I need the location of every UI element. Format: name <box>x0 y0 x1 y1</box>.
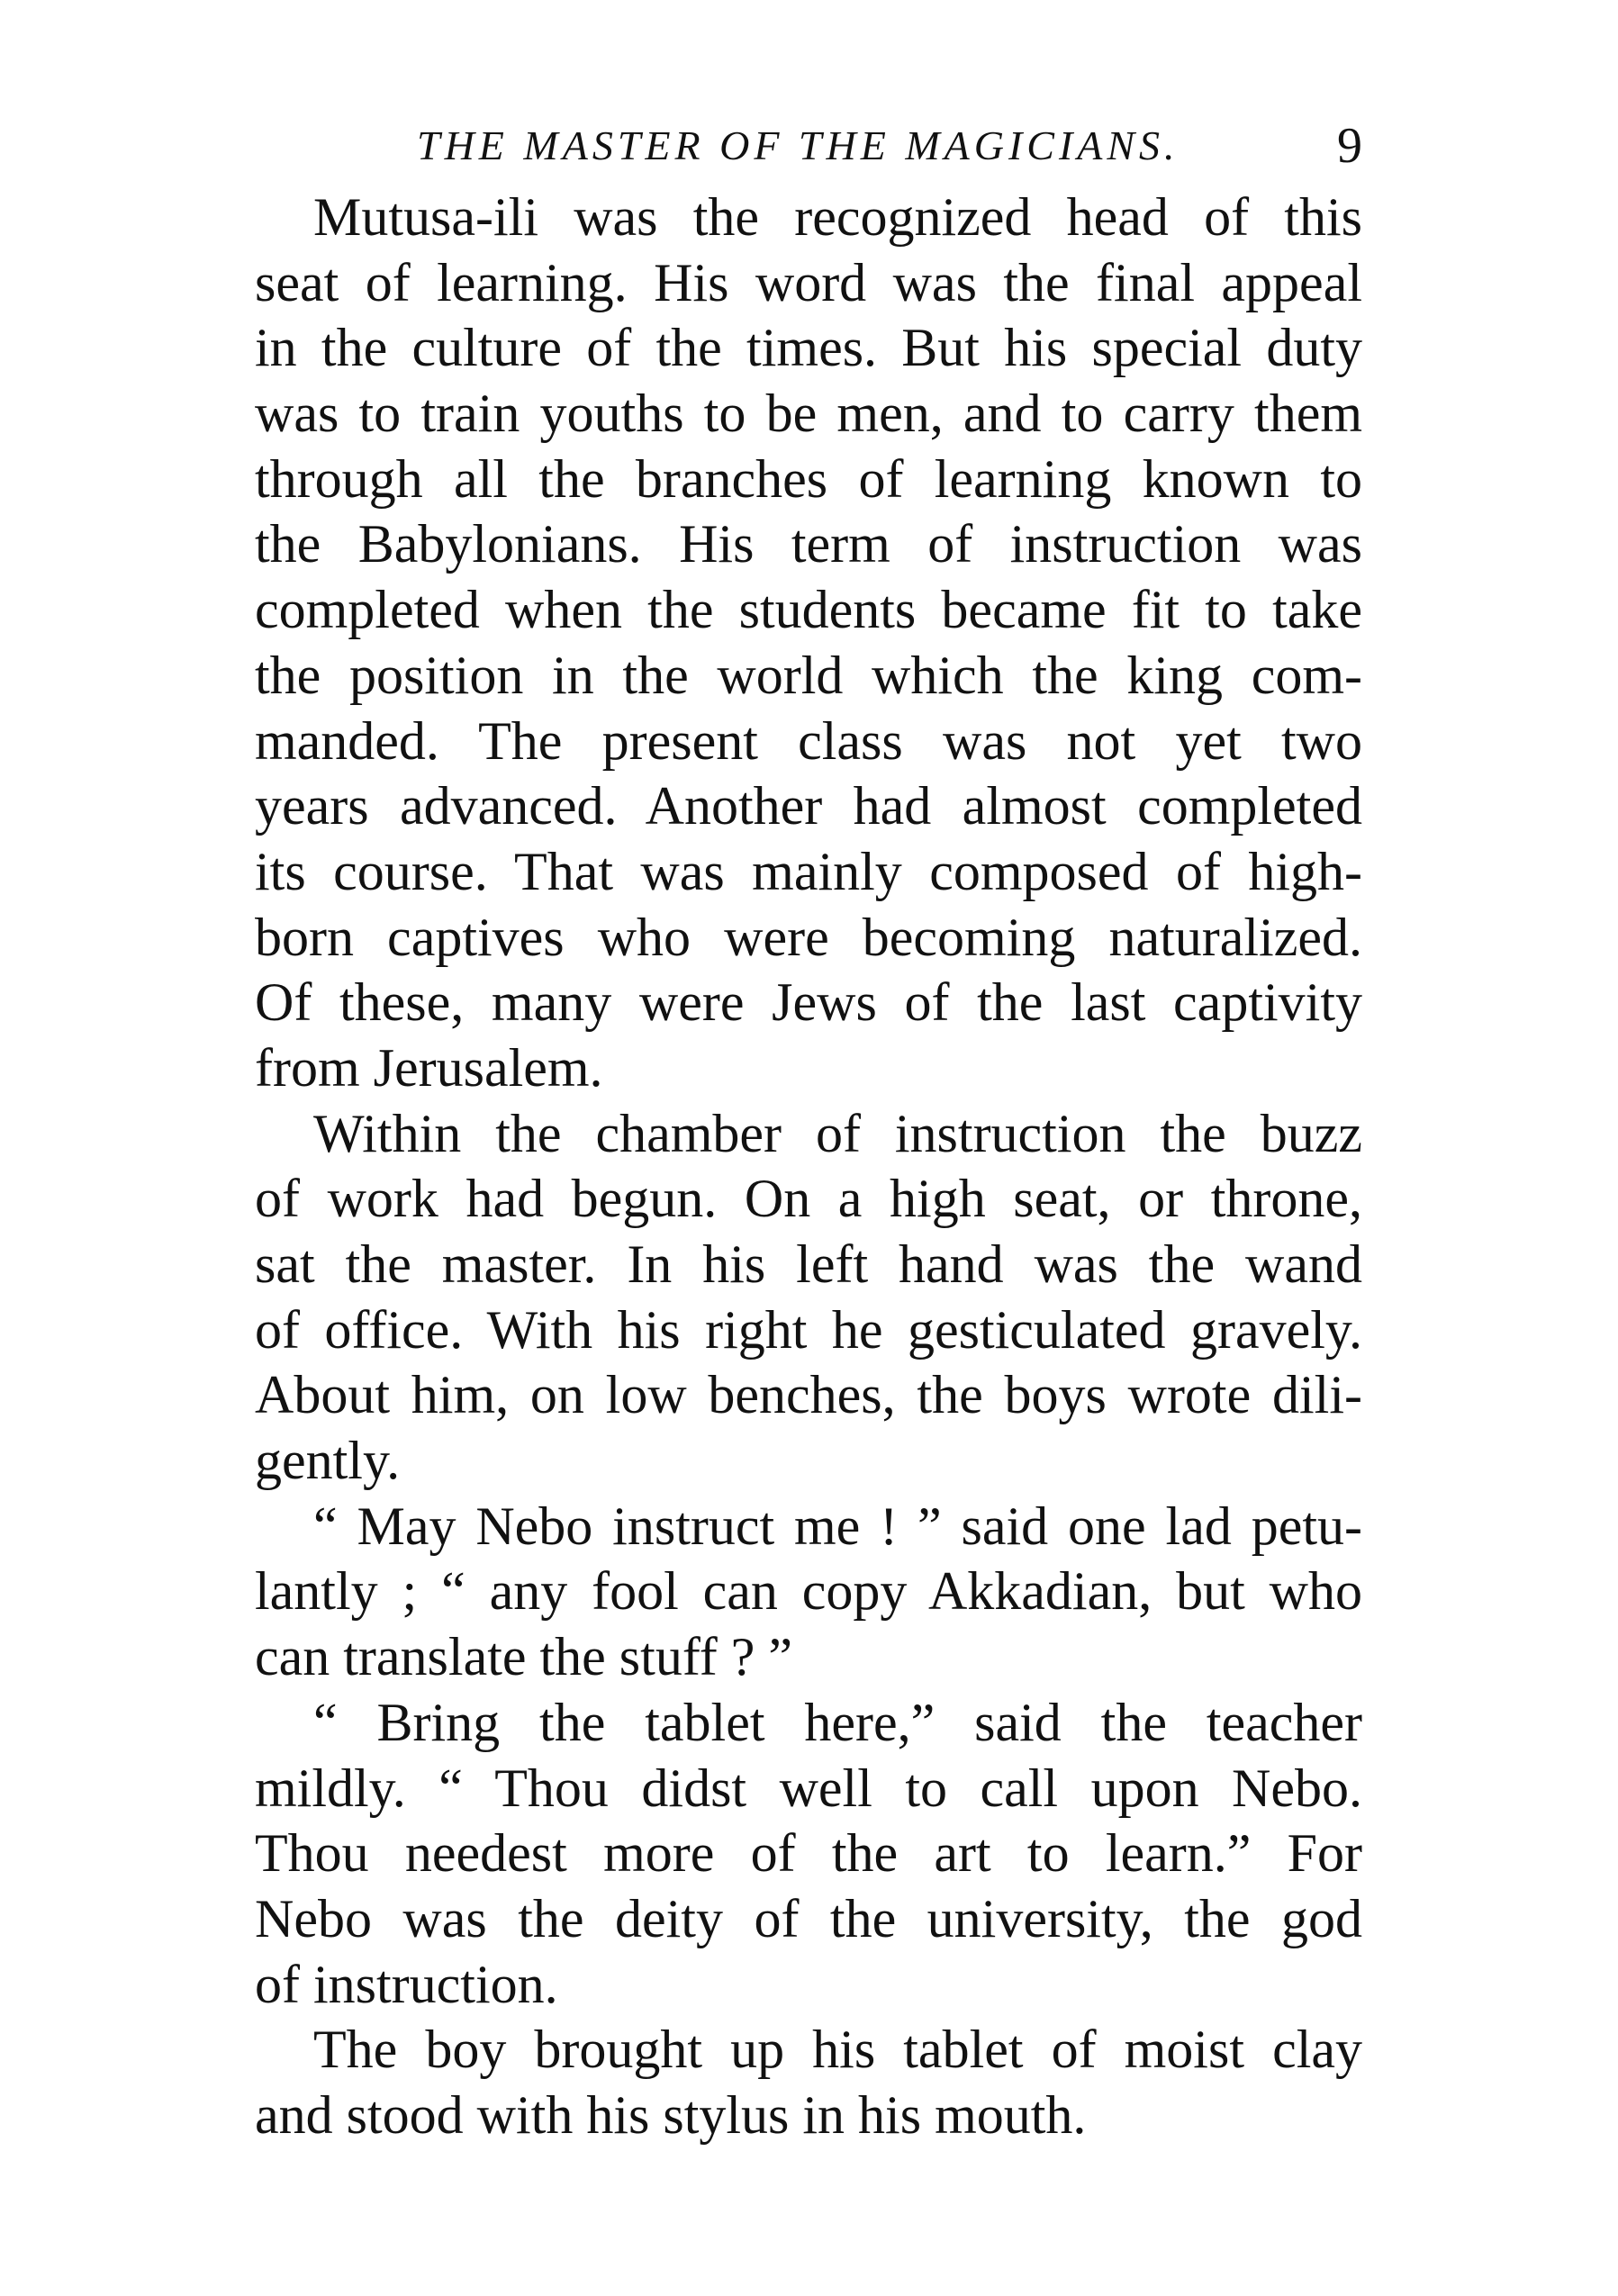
page-number: 9 <box>1337 118 1362 174</box>
text-line: “ Bring the tablet here,” said the teacher <box>313 1692 1362 1752</box>
running-head <box>255 110 1362 182</box>
text-line: completed when the students became fit to take <box>255 580 1362 640</box>
text-line: through all the branches of learning known to <box>255 448 1362 509</box>
text-line: Within the chamber of instruction the buzz <box>313 1103 1362 1163</box>
text-line: and stood with his stylus in his mouth. <box>255 2084 1087 2145</box>
running-title: THE MASTER OF THE MAGICIANS. <box>417 122 1180 168</box>
text-line: Of these, many were Jews of the last captivity <box>255 972 1362 1033</box>
paragraph-1 <box>255 185 1362 1101</box>
text-line: of work had begun. On a high seat, or throne, <box>255 1169 1362 1229</box>
text-line: years advanced. Another had almost completed <box>255 776 1362 836</box>
text-line: gently. <box>255 1431 401 1491</box>
text-line: seat of learning. His word was the final appeal <box>255 252 1362 312</box>
text-line: sat the master. In his left hand was the wand <box>255 1234 1362 1294</box>
text-line: The boy brought up his tablet of moist clay <box>313 2020 1362 2080</box>
text-line: the Babylonians. His term of instruction was <box>255 514 1362 574</box>
paragraph-3 <box>255 1494 1362 1690</box>
text-line: mildly. “ Thou didst well to call upon Nebo. <box>255 1758 1362 1818</box>
text-line: was to train youths to be men, and to carry them <box>255 384 1362 444</box>
body-text <box>255 185 1362 2148</box>
text-line: lantly ; “ any fool can copy Akkadian, but who <box>255 1561 1362 1622</box>
text-line: can translate the stuff ? ” <box>255 1627 792 1687</box>
text-line: in the culture of the times. But his special duty <box>255 318 1362 378</box>
text-line: Nebo was the deity of the university, the god <box>255 1888 1362 1948</box>
text-line: manded. The present class was not yet two <box>255 710 1362 771</box>
text-line: of office. With his right he gesticulated gravely. <box>255 1299 1362 1360</box>
text-line: About him, on low benches, the boys wrote dili- <box>255 1365 1362 1425</box>
paragraph-4 <box>255 1690 1362 2017</box>
text-line: the position in the world which the king com- <box>255 645 1362 705</box>
text-line: born captives who were becoming naturalized. <box>255 907 1362 967</box>
text-line: of instruction. <box>255 1954 558 2014</box>
text-line: Thou needest more of the art to learn.” For <box>255 1823 1362 1884</box>
text-line: Mutusa-ili was the recognized head of this <box>313 187 1362 247</box>
text-line: its course. That was mainly composed of high- <box>255 841 1362 901</box>
paragraph-2 <box>255 1101 1362 1494</box>
paragraph-5 <box>255 2017 1362 2147</box>
text-line: “ May Nebo instruct me ! ” said one lad petu- <box>313 1496 1362 1556</box>
text-line: from Jerusalem. <box>255 1037 603 1098</box>
